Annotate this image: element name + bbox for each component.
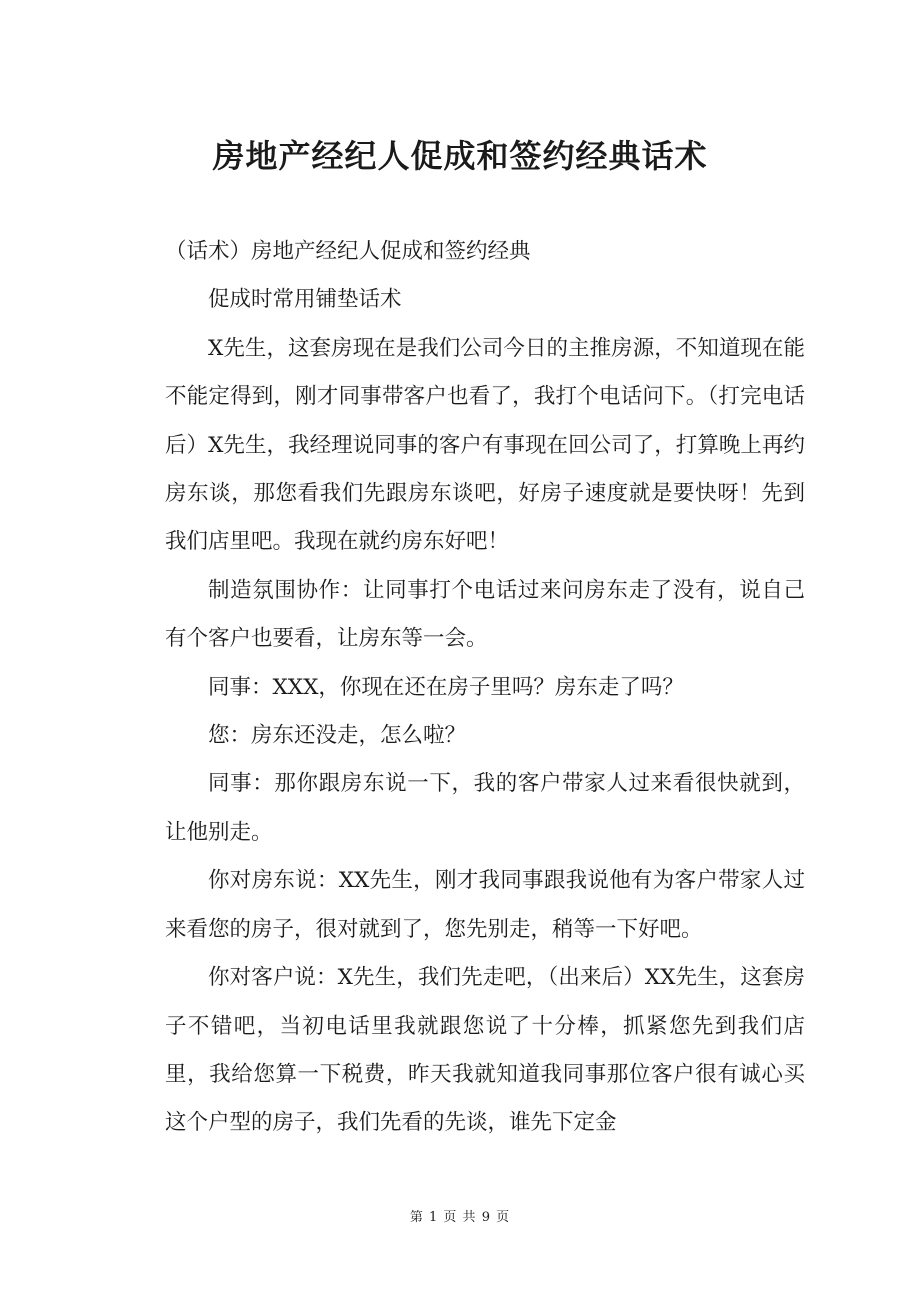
paragraph: 你对客户说：X先生，我们先走吧，（出来后）XX先生，这套房子不错吧，当初电话里我就跟您说了十分棒，抓紧您先到我们店里，我给您算一下税费，昨天我就知道我同事那位客户很有诚心买这个户型的房子，我们先看的先谈，谁先下定金 <box>165 965 805 1136</box>
paragraph: 促成时常用铺垫话术 <box>208 287 402 313</box>
paragraph: 您：房东还没走，怎么啦？ <box>208 723 467 749</box>
paragraph: 制造氛围协作：让同事打个电话过来问房东走了没有，说自己有个客户也要看，让房东等一会。 <box>165 577 805 652</box>
page-number-footer: 第 1 页 共 9 页 <box>409 1210 511 1225</box>
paragraph: X先生，这套房现在是我们公司今日的主推房源，不知道现在能不能定得到，刚才同事带客户也看了，我打个电话问下。（打完电话后）X先生，我经理说同事的客户有事现在回公司了，打算晚上再约房东谈，那您看我们先跟房东谈吧，好房子速度就是要快呀！先到我们店里吧。我现在就约房东好吧！ <box>165 335 805 555</box>
document-title: 房地产经纪人促成和签约经典话术 <box>212 137 708 175</box>
paragraph: 同事：那你跟房东说一下，我的客户带家人过来看很快就到，让他别走。 <box>165 771 805 845</box>
paragraph: （话术）房地产经纪人促成和签约经典 <box>165 239 531 264</box>
paragraph: 同事：XXX，你现在还在房子里吗？房东走了吗？ <box>208 674 684 700</box>
paragraph: 你对房东说：XX先生，刚才我同事跟我说他有为客户带家人过来看您的房子，很对就到了，您先别走，稍等一下好吧。 <box>165 868 805 942</box>
document-body <box>165 228 805 1148</box>
